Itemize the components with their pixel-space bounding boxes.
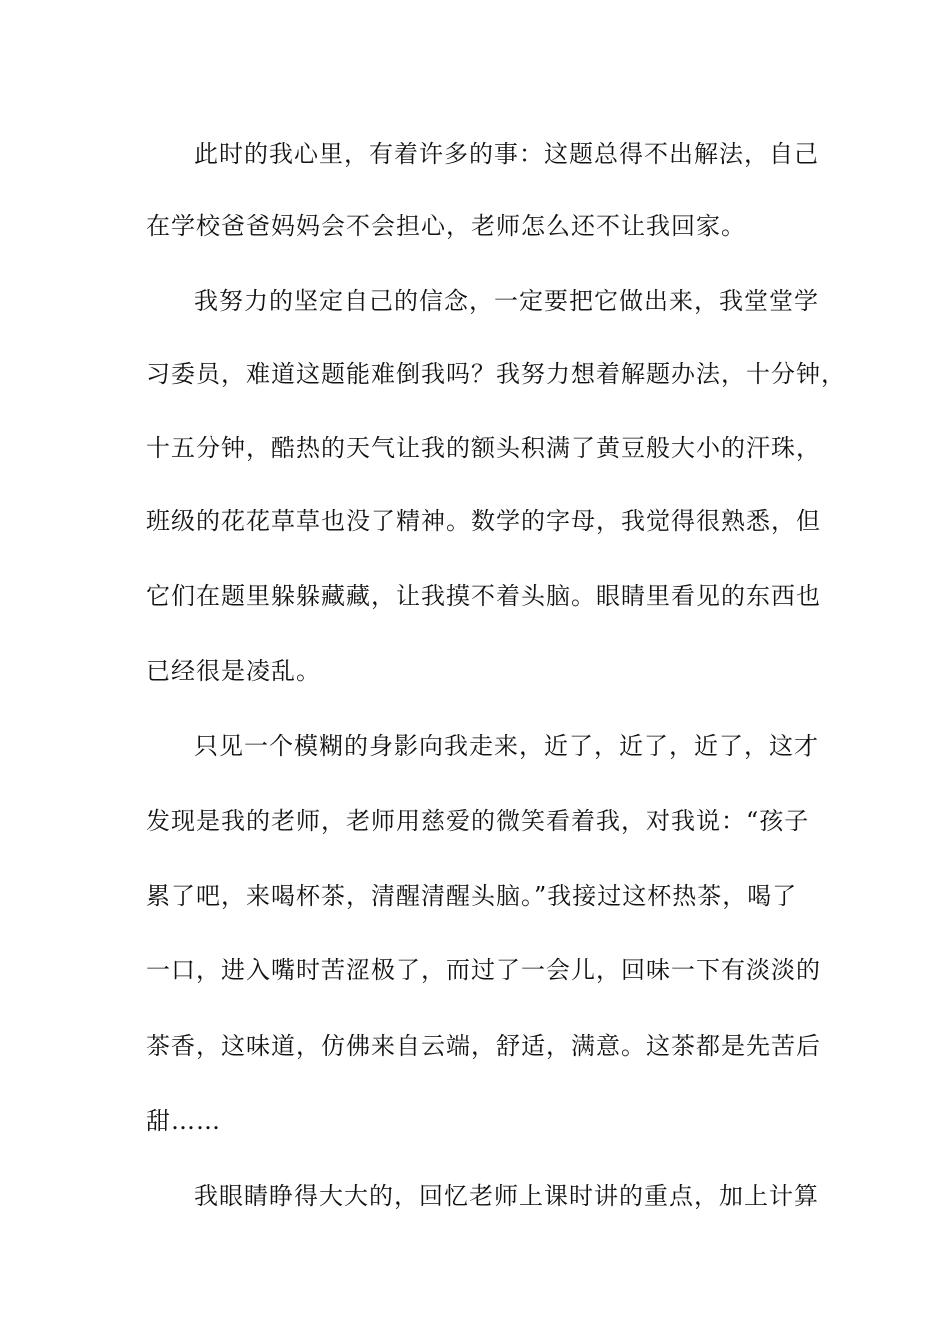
- paragraph-3-line-5: 茶香，这味道，仿佛来自云端，舒适，满意。这茶都是先苦后: [146, 1032, 821, 1060]
- paragraph-2-line-2: 习委员，难道这题能难倒我吗？我努力想着解题办法，十分钟，: [146, 360, 846, 388]
- paragraph-2-line-6: 已经很是凌乱。: [146, 657, 321, 685]
- paragraph-3-line-3: 累了吧，来喝杯茶，清醒清醒头脑。”我接过这杯热茶，喝了: [146, 882, 798, 910]
- paragraph-3-line-4: 一口，进入嘴时苦涩极了，而过了一会儿，回味一下有淡淡的: [146, 956, 821, 984]
- paragraph-1-line-1: 此时的我心里，有着许多的事：这题总得不出解法，自己: [194, 140, 819, 168]
- paragraph-2-line-4: 班级的花花草草也没了精神。数学的字母，我觉得很熟悉，但: [146, 507, 821, 535]
- paragraph-1-line-2: 在学校爸爸妈妈会不会担心，老师怎么还不让我回家。: [146, 212, 746, 240]
- paragraph-3-line-1: 只见一个模糊的身影向我走来，近了，近了，近了，这才: [194, 732, 819, 760]
- paragraph-2-line-3: 十五分钟，酷热的天气让我的额头积满了黄豆般大小的汗珠，: [146, 434, 821, 462]
- paragraph-2-line-1: 我努力的坚定自己的信念，一定要把它做出来，我堂堂学: [194, 287, 819, 315]
- paragraph-3-line-6: 甜……: [146, 1107, 221, 1135]
- paragraph-3-line-2: 发现是我的老师，老师用慈爱的微笑看着我，对我说：“孩子: [146, 807, 810, 835]
- paragraph-4-line-1: 我眼睛睁得大大的，回忆老师上课时讲的重点，加上计算: [194, 1182, 819, 1210]
- paragraph-2-line-5: 它们在题里躲躲藏藏，让我摸不着头脑。眼睛里看见的东西也: [146, 582, 821, 610]
